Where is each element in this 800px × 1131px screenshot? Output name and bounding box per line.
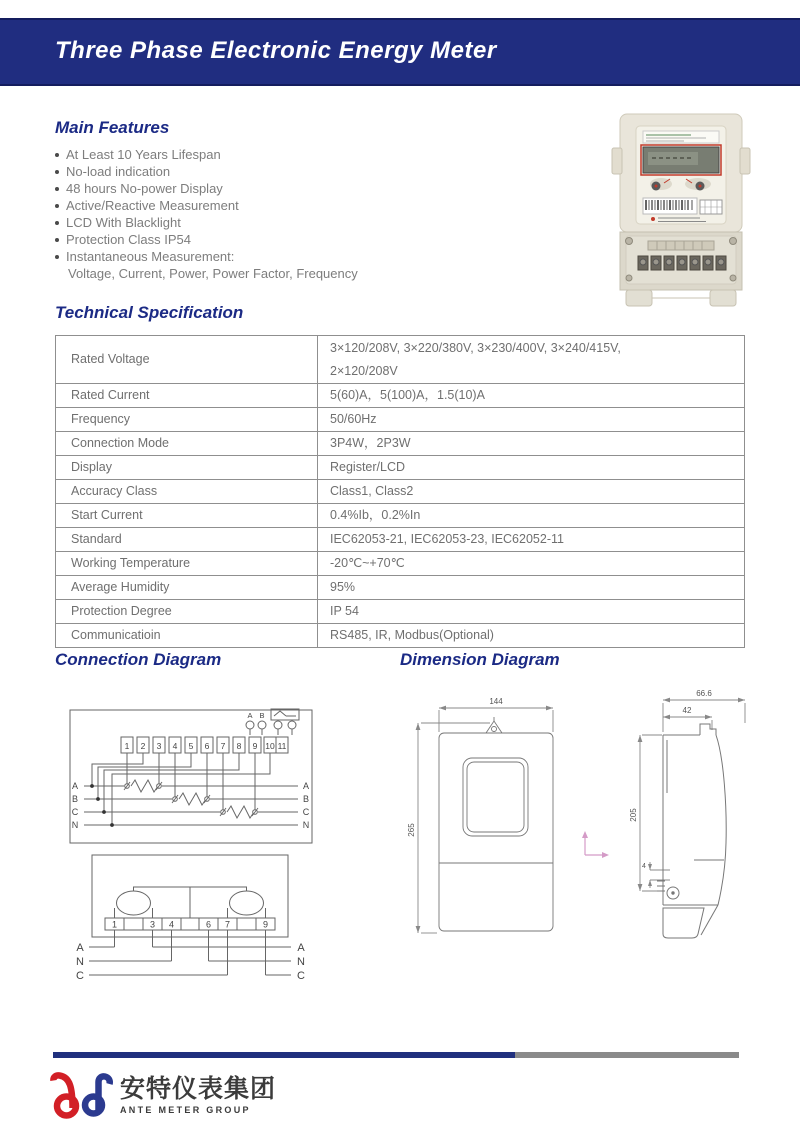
terminal-number: 7 bbox=[220, 741, 226, 751]
terminal-number: 4 bbox=[168, 919, 175, 930]
spec-value: IP 54 bbox=[318, 600, 745, 624]
dim-top-depth-label: 42 bbox=[682, 706, 692, 715]
company-name bbox=[120, 1076, 276, 1115]
spec-value: 0.4%Ib，0.2%In bbox=[318, 504, 745, 528]
dimension-front-view bbox=[398, 688, 618, 988]
table-row bbox=[56, 336, 745, 384]
product-photo bbox=[596, 110, 766, 315]
dimension-side-view bbox=[628, 678, 800, 988]
technical-specification-heading: Technical Specification bbox=[55, 303, 244, 322]
company-name-cn: 安特仪表集团 bbox=[120, 1075, 277, 1103]
phase-label: A bbox=[302, 781, 310, 791]
aux-terminal-label: B bbox=[259, 711, 265, 720]
spec-value: IEC62053-21, IEC62053-23, IEC62052-11 bbox=[318, 528, 745, 552]
spec-label: Rated Voltage bbox=[56, 336, 318, 384]
phase-label: B bbox=[71, 794, 79, 804]
terminal-number: 3 bbox=[149, 919, 156, 930]
spec-value: 3P4W，2P3W bbox=[318, 432, 745, 456]
spec-label: Accuracy Class bbox=[56, 480, 318, 504]
connection-diagram-2p3w bbox=[73, 850, 323, 990]
footer-divider-bar bbox=[53, 1052, 739, 1058]
feature-item: No-load indication bbox=[55, 163, 415, 180]
dim-height-label: 205 bbox=[629, 808, 638, 822]
terminal-number: 6 bbox=[205, 919, 212, 930]
feature-item: 48 hours No-power Display bbox=[55, 180, 415, 197]
terminal-number: 9 bbox=[262, 919, 269, 930]
spec-label: Communicatioin bbox=[56, 624, 318, 648]
phase-label: A bbox=[71, 781, 79, 791]
feature-item-continuation: Voltage, Current, Power, Power Factor, Frequency bbox=[68, 266, 358, 281]
phase-label: A bbox=[76, 942, 84, 954]
terminal-number: 11 bbox=[277, 741, 287, 751]
phase-label: N bbox=[76, 956, 84, 968]
phase-label: N bbox=[71, 820, 79, 830]
logo-mark bbox=[50, 1068, 114, 1122]
dim-depth-label: 66.6 bbox=[696, 689, 712, 698]
terminal-number: 5 bbox=[188, 741, 194, 751]
terminal-number: 3 bbox=[156, 741, 162, 751]
terminal-number: 9 bbox=[252, 741, 258, 751]
spec-value: 5(60)A，5(100)A，1.5(10)A bbox=[318, 384, 745, 408]
dimension-diagram-heading: Dimension Diagram bbox=[400, 650, 560, 669]
spec-label: Protection Degree bbox=[56, 600, 318, 624]
spec-value: -20℃~+70℃ bbox=[318, 552, 745, 576]
company-name-en: ANTE METER GROUP bbox=[120, 1105, 251, 1115]
main-features-heading: Main Features bbox=[55, 118, 170, 137]
connection-diagram-heading: Connection Diagram bbox=[55, 650, 222, 669]
page-title: Three Phase Electronic Energy Meter bbox=[55, 37, 497, 64]
aux-terminal-label: A bbox=[247, 711, 253, 720]
spec-value: RS485, IR, Modbus(Optional) bbox=[318, 624, 745, 648]
table-row bbox=[56, 624, 745, 648]
phase-label: N bbox=[302, 820, 310, 830]
table-row bbox=[56, 528, 745, 552]
terminal-screws bbox=[638, 256, 726, 270]
specification-table bbox=[55, 335, 745, 648]
footer-bar-blue bbox=[53, 1052, 515, 1058]
spec-label: Standard bbox=[56, 528, 318, 552]
phase-label: C bbox=[302, 807, 310, 817]
dim-height-label: 265 bbox=[407, 823, 416, 837]
terminal-number: 4 bbox=[172, 741, 178, 751]
table-row bbox=[56, 576, 745, 600]
table-row bbox=[56, 432, 745, 456]
phase-label: C bbox=[71, 807, 79, 817]
feature-item: At Least 10 Years Lifespan bbox=[55, 146, 415, 163]
spec-value bbox=[318, 336, 745, 384]
company-logo bbox=[50, 1068, 350, 1126]
terminal-number: 1 bbox=[124, 741, 130, 751]
connection-diagram-3p4w bbox=[66, 706, 316, 846]
feature-item: Instantaneous Measurement: bbox=[55, 248, 415, 265]
phase-label: C bbox=[297, 970, 305, 982]
table-row bbox=[56, 456, 745, 480]
brand-mark-small bbox=[651, 217, 655, 221]
phase-label: B bbox=[302, 794, 310, 804]
spec-label: Start Current bbox=[56, 504, 318, 528]
terminal-number: 7 bbox=[224, 919, 231, 930]
spec-value-line: 3×120/208V, 3×220/380V, 3×230/400V, 3×240/415V, bbox=[330, 340, 621, 355]
phase-label: A bbox=[297, 942, 305, 954]
table-row bbox=[56, 480, 745, 504]
table-row bbox=[56, 408, 745, 432]
axis-symbol bbox=[585, 834, 606, 855]
footer-bar-gray bbox=[515, 1052, 739, 1058]
header-band bbox=[0, 18, 800, 86]
terminal-number: 6 bbox=[204, 741, 210, 751]
dim-hole-offset-label: 4 bbox=[642, 863, 646, 870]
table-row bbox=[56, 504, 745, 528]
terminal-number: 8 bbox=[236, 741, 242, 751]
spec-value: Register/LCD bbox=[318, 456, 745, 480]
ct-coil bbox=[117, 891, 151, 915]
spec-value: Class1, Class2 bbox=[318, 480, 745, 504]
terminal-number: 2 bbox=[140, 741, 146, 751]
feature-item: Protection Class IP54 bbox=[55, 231, 415, 248]
main-features-list bbox=[55, 146, 415, 282]
ct-coil bbox=[230, 891, 264, 915]
phase-label: N bbox=[297, 956, 305, 968]
phase-label: C bbox=[76, 970, 84, 982]
feature-item: Active/Reactive Measurement bbox=[55, 197, 415, 214]
spec-value-line: 2×120/208V bbox=[330, 363, 398, 378]
spec-label: Average Humidity bbox=[56, 576, 318, 600]
spec-label: Working Temperature bbox=[56, 552, 318, 576]
terminal-number: 1 bbox=[111, 919, 118, 930]
spec-value: 95% bbox=[318, 576, 745, 600]
spec-label: Rated Current bbox=[56, 384, 318, 408]
table-row bbox=[56, 600, 745, 624]
table-row bbox=[56, 552, 745, 576]
spec-label: Connection Mode bbox=[56, 432, 318, 456]
feature-item: LCD With Blacklight bbox=[55, 214, 415, 231]
spec-label: Display bbox=[56, 456, 318, 480]
dim-width-label: 144 bbox=[489, 697, 503, 706]
spec-label: Frequency bbox=[56, 408, 318, 432]
table-row bbox=[56, 384, 745, 408]
terminal-number: 10 bbox=[265, 741, 275, 751]
spec-value: 50/60Hz bbox=[318, 408, 745, 432]
